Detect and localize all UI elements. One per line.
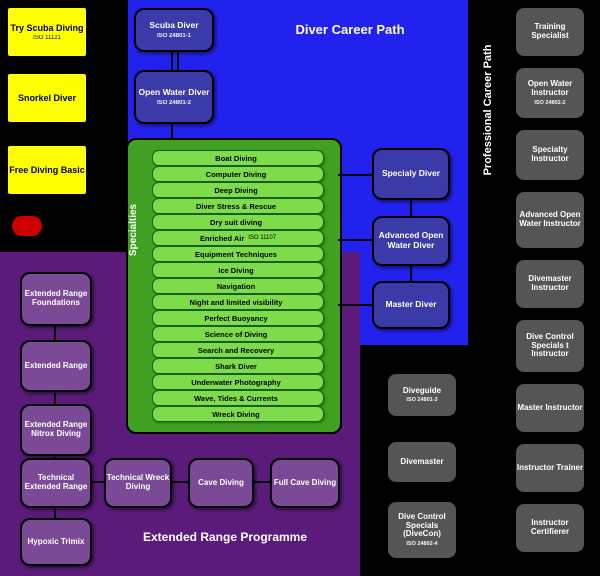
specialty-item[interactable]	[152, 342, 324, 358]
page-title: Diver Career Path	[295, 22, 405, 37]
specialty-item[interactable]	[152, 390, 324, 406]
core-iso: ISO 24801-2	[156, 99, 192, 106]
er-box-full-cave-diving[interactable]	[270, 458, 340, 508]
er-box-extended-range[interactable]	[20, 340, 92, 392]
specialty-name: Diver Stress & Rescue	[195, 201, 277, 211]
specialty-item[interactable]	[152, 198, 324, 214]
er-label: Full Cave Diving	[273, 477, 337, 487]
core-box-open-water-diver[interactable]	[134, 70, 214, 124]
er-box-technical-wreck-diving[interactable]	[104, 458, 172, 508]
er-label: Extended Range	[24, 360, 88, 370]
pro-box-instructor-certifier[interactable]	[514, 502, 586, 554]
specialty-name: Navigation	[216, 281, 256, 291]
advanced-label: Master Diver	[385, 299, 437, 310]
specialty-name: Wave, Tides & Currents	[194, 393, 278, 403]
specialty-name: Ice Diving	[218, 265, 254, 275]
pro-box-dive-control-specialist-instructor[interactable]	[514, 318, 586, 374]
specialty-name: Science of Diving	[204, 329, 268, 339]
specialty-iso: ISO 11107	[248, 235, 277, 241]
mid-box-dive-control-specials[interactable]	[386, 500, 458, 560]
pro-label: Open Water Instructor	[527, 79, 573, 97]
specialty-item[interactable]	[152, 262, 324, 278]
specialty-name: Enriched Air	[199, 233, 245, 243]
specialty-item[interactable]	[152, 374, 324, 390]
specialties-label: Specialties	[128, 203, 139, 257]
specialty-item[interactable]	[152, 230, 324, 246]
er-label: Hypoxic Trimix	[27, 536, 85, 546]
mid-iso: ISO 24801-3	[406, 397, 438, 404]
specialty-item[interactable]	[152, 246, 324, 262]
specialty-item[interactable]	[152, 326, 324, 342]
specialty-item[interactable]	[152, 310, 324, 326]
specialty-item[interactable]	[152, 294, 324, 310]
specialty-name: Deep Diving	[214, 185, 258, 195]
er-box-technical-extended-range[interactable]	[20, 458, 92, 508]
pro-box-training-specialist[interactable]	[514, 6, 586, 58]
pro-label: Instructor Trainer	[516, 462, 584, 472]
core-box-scuba-diver[interactable]	[134, 8, 214, 52]
mid-label: Divemaster	[400, 456, 444, 466]
specialty-name: Night and limited visibility	[189, 297, 283, 307]
er-box-hypoxic-trimix[interactable]	[20, 518, 92, 566]
er-label: Technical Wreck Diving	[106, 473, 170, 491]
pro-box-advanced-open-water-instructor[interactable]	[514, 190, 586, 250]
core-label: Scuba Diver	[149, 20, 199, 31]
entry-box-try-scuba-diving[interactable]	[6, 6, 88, 58]
pro-box-master-instructor[interactable]	[514, 382, 586, 434]
mid-box-divemaster[interactable]	[386, 440, 458, 484]
advanced-label: Advanced Open Water Diver	[378, 230, 444, 250]
mid-iso: ISO 24802-4	[406, 541, 438, 548]
pro-box-specialty-instructor[interactable]	[514, 128, 586, 182]
extended-range-title: Extended Range Programme	[142, 530, 308, 544]
specialty-name: Wreck Diving	[212, 409, 260, 419]
entry-box-free-diving-basic[interactable]	[6, 144, 88, 196]
pro-label: Instructor Certifierer	[530, 518, 570, 536]
pro-box-instructor-trainer[interactable]	[514, 442, 586, 494]
specialty-item[interactable]	[152, 358, 324, 374]
pro-label: Master Instructor	[517, 402, 583, 412]
specialty-item[interactable]	[152, 406, 324, 422]
specialty-name: Perfect Buoyancy	[204, 313, 268, 323]
pro-label: Training Specialist	[531, 22, 569, 40]
er-label: Extended Range Foundations	[24, 289, 88, 307]
mid-box-diveguide[interactable]	[386, 372, 458, 418]
pro-label: Dive Control Specials t Instructor	[526, 331, 574, 359]
pro-label: Specialty Instructor	[531, 145, 569, 163]
specialty-name: Computer Diving	[205, 169, 267, 179]
advanced-box-advanced-open-water-diver[interactable]	[372, 216, 450, 266]
specialty-name: Dry suit diving	[209, 217, 263, 227]
advanced-label: Specialy Diver	[381, 168, 441, 179]
core-iso: ISO 24801-1	[156, 32, 192, 39]
specialty-name: Search and Recovery	[197, 345, 275, 355]
er-label: Technical Extended Range	[24, 473, 88, 491]
specialty-name: Shark Diver	[215, 361, 257, 371]
mid-label: Diveguide	[402, 385, 442, 395]
entry-box-snorkel-diver[interactable]	[6, 72, 88, 124]
specialty-item[interactable]	[152, 182, 324, 198]
core-label: Open Water Diver	[138, 87, 210, 98]
advanced-box-master-diver[interactable]	[372, 281, 450, 329]
pro-box-divemaster-instructor[interactable]	[514, 258, 586, 310]
entry-label: Free Diving Basic	[9, 164, 85, 175]
er-box-extended-range-foundations[interactable]	[20, 272, 92, 326]
specialty-name: Underwater Photography	[191, 377, 281, 387]
specialty-item[interactable]	[152, 166, 324, 182]
specialty-item[interactable]	[152, 150, 324, 166]
mid-label: Dive Control Specials (DiveCon)	[398, 511, 446, 539]
er-label: Cave Diving	[198, 477, 244, 487]
specialty-name: Equipment Techniques	[195, 249, 277, 259]
professional-career-label: Professional Career Path	[482, 44, 494, 176]
er-box-cave-diving[interactable]	[188, 458, 254, 508]
pro-iso: ISO 24802-2	[534, 99, 566, 106]
entry-iso: ISO 11121	[33, 35, 61, 42]
pro-box-open-water-instructor[interactable]	[514, 66, 586, 120]
specialty-item[interactable]	[152, 278, 324, 294]
pro-label: Advanced Open Water Instructor	[519, 210, 581, 228]
pro-label: Divemaster Instructor	[528, 274, 572, 292]
red-marker	[12, 216, 42, 236]
advanced-box-specialty-diver[interactable]	[372, 148, 450, 200]
specialty-item[interactable]	[152, 214, 324, 230]
entry-label: Try Scuba Diving	[10, 22, 84, 33]
specialty-name: Boat Diving	[215, 153, 257, 163]
entry-label: Snorkel Diver	[17, 92, 77, 103]
er-label: Extended Range Nitrox Diving	[24, 420, 88, 438]
er-box-extended-range-nitrox-diving[interactable]	[20, 404, 92, 456]
